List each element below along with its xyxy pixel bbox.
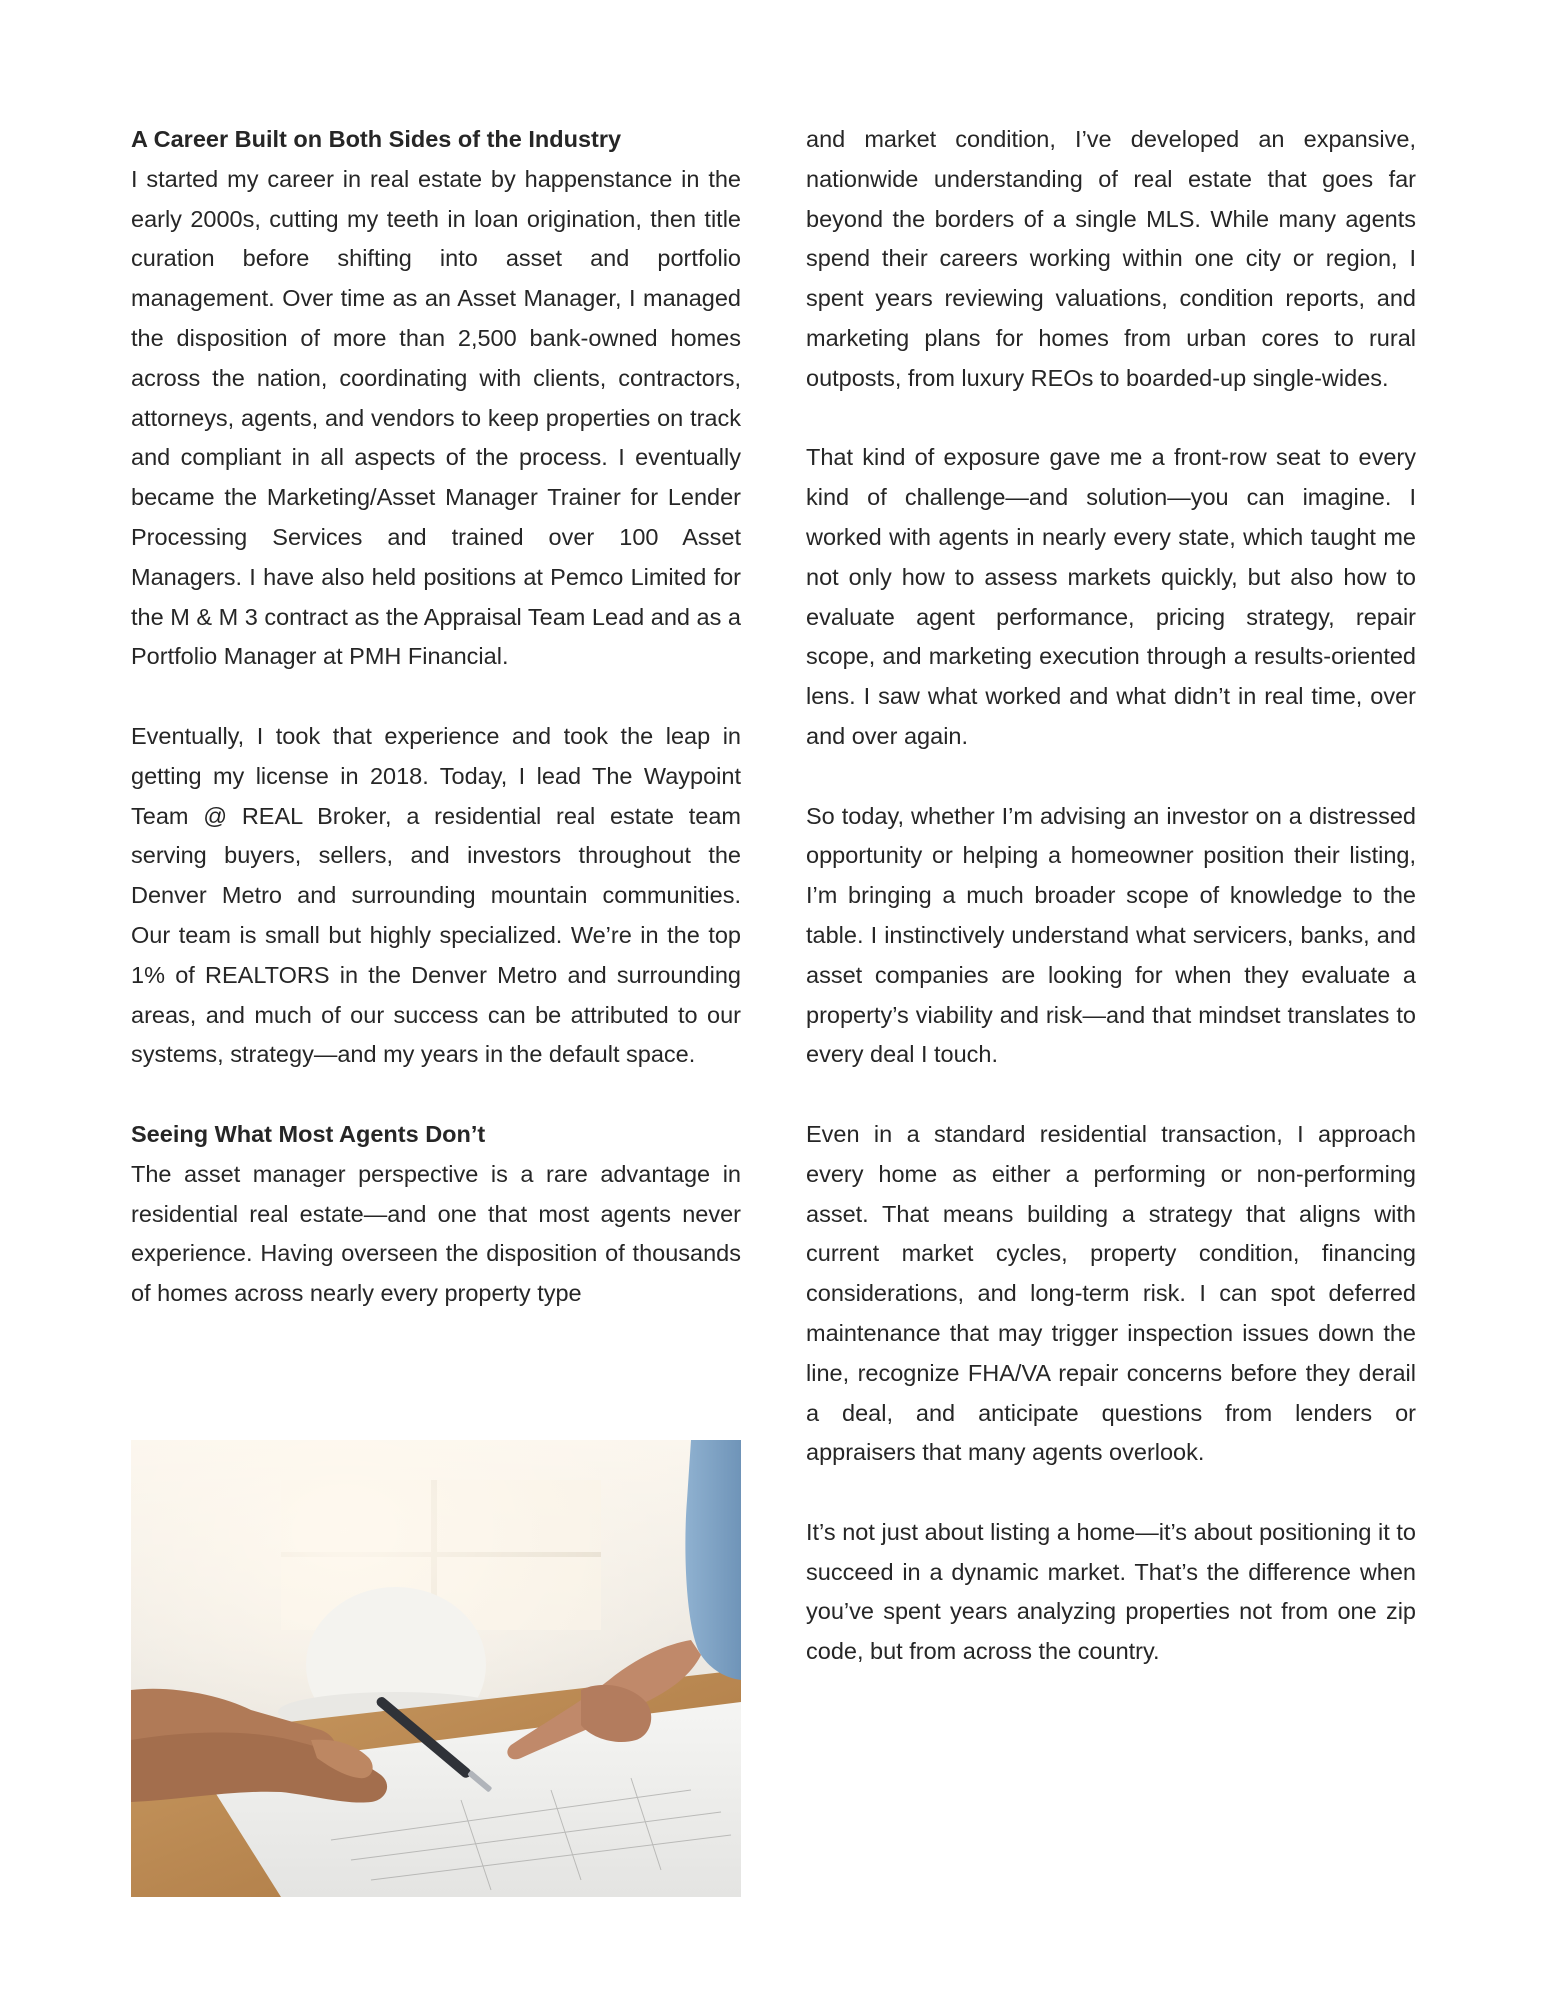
- photo-hands-reviewing-blueprints: [131, 1440, 741, 1897]
- paragraph-broader-scope: So today, whether I’m advising an investor on a distressed opportunity or helping a homeowner position their listing, I’m bringing a much broader scope of knowledge to the table. I instinctively understand what servicers, banks, and asset companies are looking for when they evaluate a property’s viability and risk—and that mindset translates to every deal I touch.: [806, 802, 1416, 1068]
- paragraph-nationwide-understanding: and market condition, I’ve developed an expansive, nationwide understanding of real estate that goes far beyond the borders of a single MLS. While many agents spend their careers working within one city or region, I spent years reviewing valuations, condition reports, and marketing plans for homes from urban cores to rural outposts, from luxury REOs to boarded-up single-wides.: [806, 126, 1416, 391]
- paragraph-performing-asset: Even in a standard residential transaction, I approach every home as either a performing or non-performing asset. That means building a strategy that aligns with current market cycles, property condition, financing considerations, and long-term risk. I can spot deferred maintenance that may trigger inspection issues down the line, recognize FHA/VA repair concerns before they derail a deal, and anticipate questions from lenders or appraisers that many agents overlook.: [806, 1120, 1416, 1466]
- section-heading-seeing: Seeing What Most Agents Don’t: [131, 1120, 486, 1147]
- paragraph-asset-manager-perspective: The asset manager perspective is a rare advantage in residential real estate—and one that most agents never experience. Having overseen the disposition of thousands of homes across nearly every property type: [131, 1160, 741, 1307]
- right-column: [806, 120, 1416, 1672]
- paragraph-front-row-seat: That kind of exposure gave me a front-row seat to every kind of challenge—and solution—you can imagine. I worked with agents in nearly every state, which taught me not only how to assess markets quickly, but also how to evaluate agent performance, pricing strategy, repair scope, and marketing execution through a results-oriented lens. I saw what worked and what didn’t in real time, over and over again.: [806, 444, 1416, 749]
- paragraph-positioning: It’s not just about listing a home—it’s about positioning it to succeed in a dynamic market. That’s the difference when you’ve spent years analyzing properties not from one zip code, but from across the country.: [806, 1518, 1416, 1665]
- paragraph-career-history: I started my career in real estate by happenstance in the early 2000s, cutting my teeth in loan origination, then title curation before shifting into asset and portfolio management. Over time as an Asset Manager, I managed the disposition of more than 2,500 bank-owned homes across the nation, coordinating with clients, contractors, attorneys, agents, and vendors to keep properties on track and compliant in all aspects of the process. I eventually became the Marketing/Asset Manager Trainer for Lender Processing Services and trained over 100 Asset Managers. I have also held positions at Pemco Limited for the M & M 3 contract as the Appraisal Team Lead and as a Portfolio Manager at PMH Financial.: [131, 165, 741, 670]
- paragraph-waypoint-team: Eventually, I took that experience and took the leap in getting my license in 2018. Today, I lead The Waypoint Team @ REAL Broker, a residential real estate team serving buyers, sellers, and investors throughout the Denver Metro and surrounding mountain communities. Our team is small but highly specialized. We’re in the top 1% of REALTORS in the Denver Metro and surrounding areas, and much of our success can be attributed to our systems, strategy—and my years in the default space.: [131, 722, 741, 1068]
- section-heading-career: A Career Built on Both Sides of the Industry: [131, 126, 622, 152]
- left-column: [131, 120, 741, 1314]
